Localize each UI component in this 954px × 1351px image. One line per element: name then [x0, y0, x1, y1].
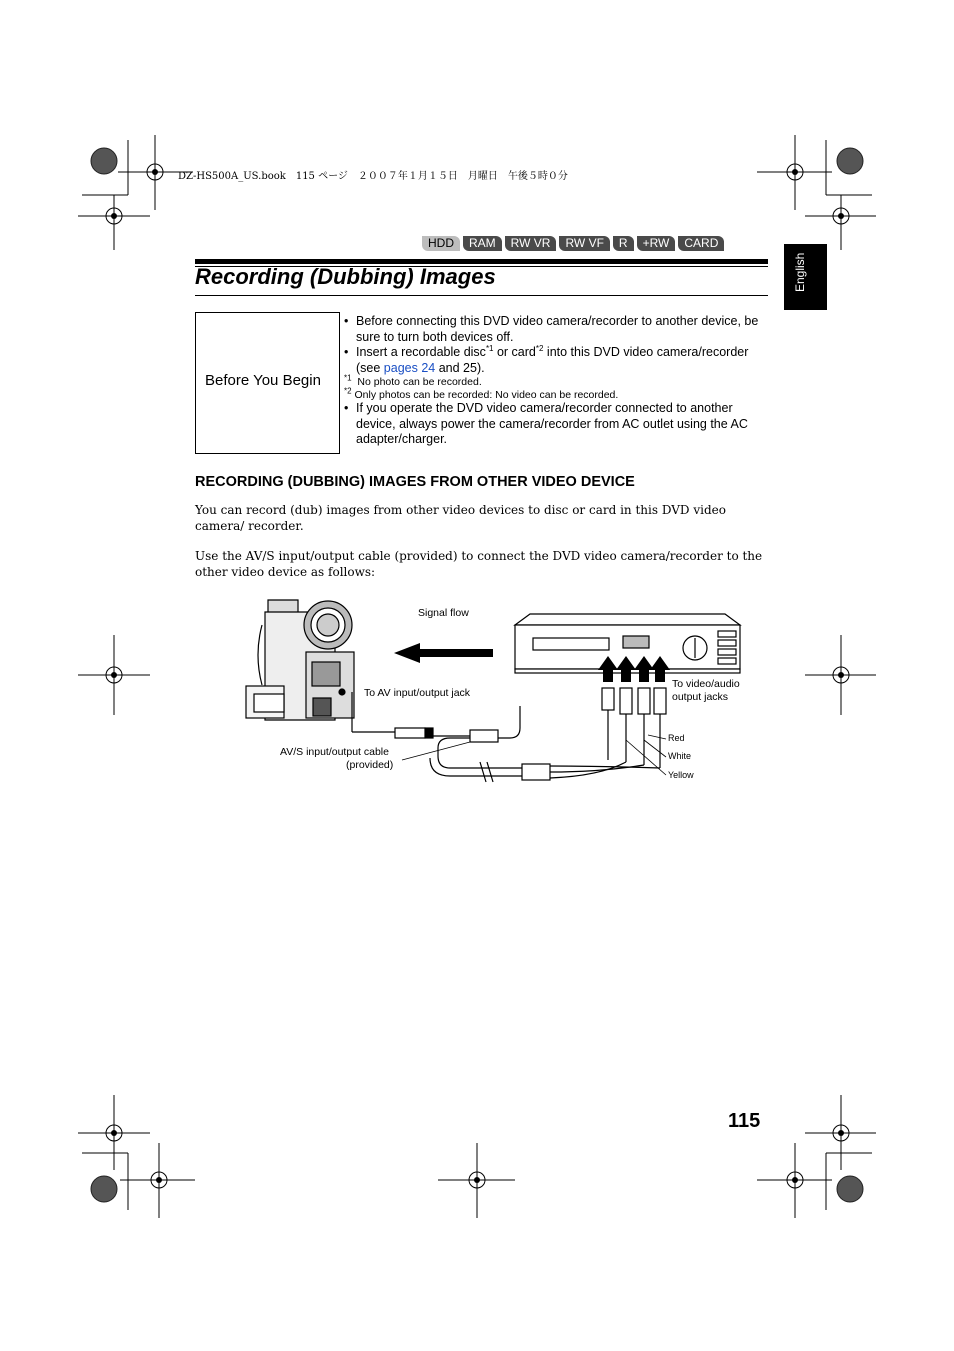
to-video-audio-label-line1: To video/audio	[672, 678, 740, 690]
media-tab-rw-vf: RW VF	[559, 236, 609, 251]
pages-link[interactable]: pages 24	[383, 360, 436, 375]
footnote-1	[344, 373, 769, 389]
language-side-tab	[784, 244, 827, 310]
footnote-mark: *2	[344, 386, 352, 395]
media-tab-hdd: HDD	[422, 236, 460, 251]
before-you-begin-list	[344, 314, 769, 448]
page-title: Recording (Dubbing) Images	[195, 264, 496, 289]
footnote-text: Only photos can be recorded: No video can be recorded.	[354, 388, 619, 401]
footnote-text: No photo can be recorded.	[357, 376, 482, 388]
list-item: • If you operate the DVD video camera/recorder connected to another device, always power the camera/recorder from AC outlet using the AC adapter/charger.	[344, 401, 769, 448]
white-label: White	[668, 751, 692, 761]
paragraph-2: Use the AV/S input/output cable (provided) to connect the DVD video camera/recorder to the other video device as follows:	[195, 549, 763, 579]
bullet2-text-a: Insert a recordable disc	[356, 345, 486, 359]
bullet2-text-c: into this DVD video camera/recorder (see	[356, 345, 749, 375]
yellow-label: Yellow	[668, 770, 694, 780]
cable-label-line2: (provided)	[346, 759, 394, 771]
footnote-ref-2: *2	[535, 343, 544, 353]
title-rule-bottom	[195, 295, 768, 296]
list-item: • Before connecting this DVD video camera/recorder to another device, be sure to turn both devices off.	[344, 314, 769, 345]
to-video-audio-label-line2: output jacks	[672, 691, 729, 703]
section-heading: RECORDING (DUBBING) IMAGES FROM OTHER VIDEO DEVICE	[195, 474, 635, 490]
footnote-2	[344, 386, 769, 402]
red-label: Red	[668, 733, 685, 743]
list-item	[344, 345, 769, 376]
language-label: English	[793, 252, 807, 292]
signal-flow-label: Signal flow	[418, 607, 469, 619]
paragraph-1: You can record (dub) images from other video devices to disc or card in this DVD video camera/ recorder.	[195, 503, 726, 533]
footnote-ref-1: *1	[485, 343, 494, 353]
camcorder-illustration	[246, 600, 354, 720]
media-tab-plus-rw: +RW	[637, 236, 676, 251]
page-number: 115	[728, 1110, 761, 1132]
bullet2-text-d: and 25).	[435, 360, 485, 375]
media-tab-row	[422, 236, 724, 251]
media-tab-r: R	[613, 236, 634, 251]
to-av-jack-label: To AV input/output jack	[364, 687, 471, 699]
file-info-line: DZ-HS500A_US.book 115 ページ ２００７年１月１５日 月曜日 午後５時０分	[178, 171, 568, 182]
cable-label-line1: AV/S input/output cable	[280, 746, 389, 758]
media-tab-card: CARD	[678, 236, 724, 251]
media-tab-rw-vr: RW VR	[505, 236, 557, 251]
before-you-begin-label: Before You Begin	[205, 372, 321, 389]
footnote-mark: *1	[344, 373, 352, 383]
media-tab-ram: RAM	[463, 236, 502, 251]
signal-flow-arrow	[394, 643, 493, 663]
bullet2-text-b: or card	[493, 345, 536, 359]
